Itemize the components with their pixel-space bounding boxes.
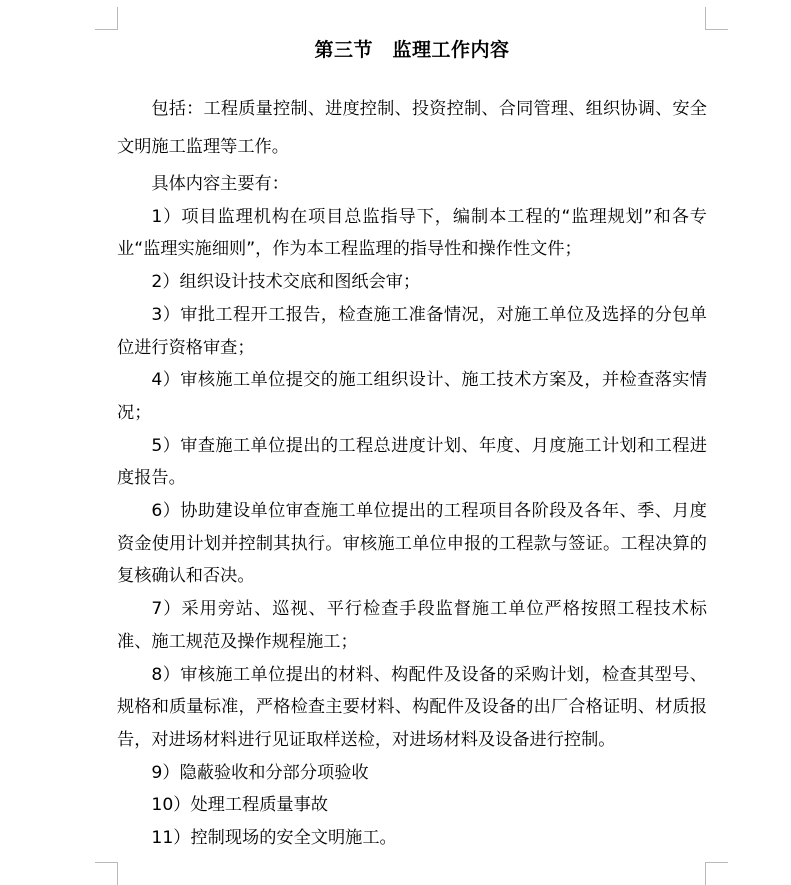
crop-mark-top-left [95, 7, 118, 30]
paragraph-content-intro: 具体内容主要有： [151, 174, 289, 194]
list-item-11: 11）控制现场的安全文明施工。 [151, 828, 397, 849]
list-item-2: 2）组织设计技术交底和图纸会审； [151, 272, 421, 293]
crop-mark-top-right [705, 7, 728, 30]
document-content [117, 34, 707, 849]
list-item-5: 5）审查施工单位提出的工程总进度计划、年度、月度施工计划和工程进度报告。 [117, 435, 707, 489]
list-item-8: 8）审核施工单位提出的材料、构配件及设备的采购计划，检查其型号、规格和质量标准，严格检查主要材料、构配件及设备的出厂合格证明、材质报告，对进场材料进行见证取样送检，对进场材料及设备进行控制。 [117, 664, 707, 750]
list-item-9: 9）隐蔽验收和分部分项验收 [151, 762, 369, 783]
list-item-3: 3）审批工程开工报告，检查施工准备情况，对施工单位及选择的分包单位进行资格审查； [117, 304, 707, 358]
paragraph-scope: 包括：工程质量控制、进度控制、投资控制、合同管理、组织协调、安全文明施工监理等工作。 [117, 99, 707, 157]
list-item-6: 6）协助建设单位审查施工单位提出的工程项目各阶段及各年、季、月度资金使用计划并控制其执行。审核施工单位申报的工程款与签证。工程决算的复核确认和否决。 [117, 501, 707, 587]
list-item-1: 1）项目监理机构在项目总监指导下，编制本工程的“监理规划”和各专业“监理实施细则”，作为本工程监理的指导性和操作性文件； [117, 206, 707, 260]
list-item-7: 7）采用旁站、巡视、平行检查手段监督施工单位严格按照工程技术标准、施工规范及操作规程施工； [117, 599, 707, 652]
list-item-10: 10）处理工程质量事故 [151, 795, 328, 816]
section-heading: 第三节 监理工作内容 [314, 39, 510, 61]
list-item-4: 4）审核施工单位提交的施工组织设计、施工技术方案及，并检查落实情况； [117, 370, 707, 423]
document-body [117, 94, 707, 855]
